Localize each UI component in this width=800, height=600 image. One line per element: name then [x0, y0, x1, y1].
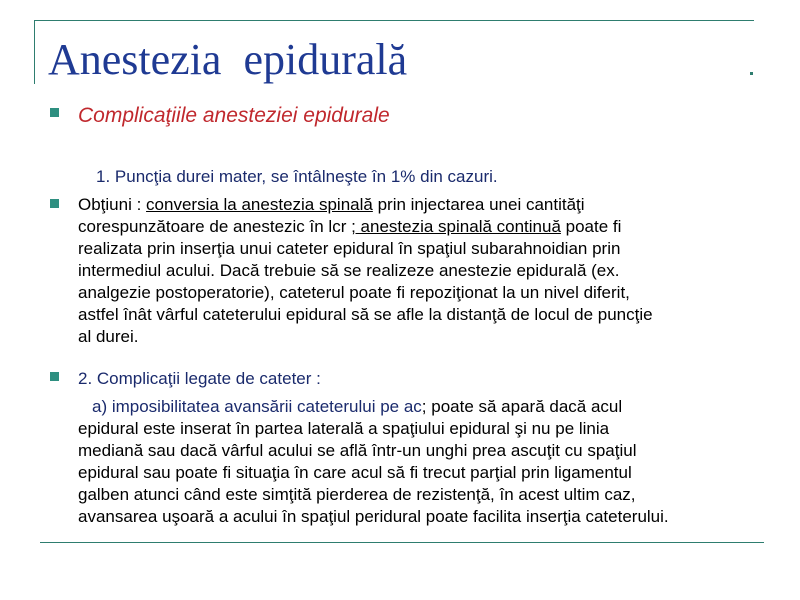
point-2a-line-3: mediană sau dacă vârful acului se află într-un unghi prea ascuţit cu spaţiul: [78, 441, 637, 460]
options-line2-b: poate fi: [560, 217, 622, 236]
title-dot: [750, 72, 753, 75]
options-line2-a: corespunzătoare de anestezic în lcr: [78, 217, 352, 236]
options-line-2: [78, 216, 621, 238]
point-2a-line-2: epidural este inserat în partea laterală a spaţiului epidural şi nu pe linia: [78, 419, 610, 438]
options-link-2: ; anestezia spinală continuă: [351, 217, 561, 236]
options-line-4: intermediul acului. Dacă trebuie să se realizeze anestezie epidurală (ex.: [78, 261, 620, 280]
point-2a-rest: ; poate să apară dacă acul: [421, 397, 623, 416]
options-line-3: realizata prin inserţia unui cateter epidural în spaţiul subarahnoidian prin: [78, 239, 621, 258]
slide-title: Anestezia epidurală: [48, 35, 408, 84]
point-2a-line-5: galben atunci când este simţită pierderea de rezistenţă, în acest ultim caz,: [78, 485, 636, 504]
bullet-square-icon: [50, 199, 59, 208]
point-2a-line-4: epidural sau poate fi situaţia în care acul să fi trecut parţial prin ligamentul: [78, 463, 632, 482]
options-mid-1: prin injectarea unei cantităţi: [372, 195, 585, 214]
bullet-square-icon: [50, 108, 59, 117]
point-2: 2. Complicaţii legate de cateter :: [78, 369, 321, 388]
point-2a-line-1: [92, 396, 622, 418]
options-line-1: [78, 194, 585, 216]
options-line-5: analgezie postoperatorie), cateterul poate fi repoziţionat la un nivel diferit,: [78, 283, 630, 302]
bullet-square-icon: [50, 372, 59, 381]
frame-bottom-line: [40, 542, 764, 543]
frame-left-line: [34, 20, 35, 84]
frame-top-line: [34, 20, 754, 21]
options-line-7: al durei.: [78, 327, 139, 346]
slide-subtitle: Complicaţiile anesteziei epidurale: [78, 104, 390, 127]
options-link-1: conversia la anestezia spinală: [146, 195, 373, 214]
options-lead: Obţiuni :: [78, 195, 147, 214]
point-2a-label: a) imposibilitatea avansării cateterului pe ac: [92, 397, 422, 416]
point-1: 1. Puncţia durei mater, se întâlneşte în 1% din cazuri.: [96, 167, 498, 186]
options-line-6: astfel înât vârful cateterului epidural să se afle la distanţă de locul de puncţie: [78, 305, 653, 324]
point-2a-line-6: avansarea uşoară a acului în spaţiul peridural poate facilita inserţia cateterului.: [78, 507, 669, 526]
